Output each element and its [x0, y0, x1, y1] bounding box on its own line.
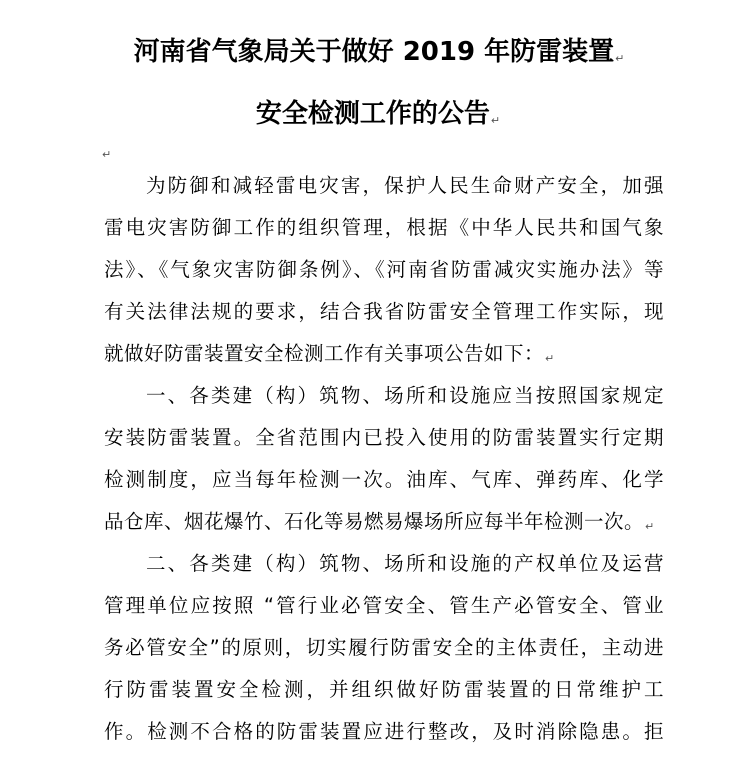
paragraph-mark-icon: ↵	[545, 352, 555, 365]
body-line-6: 一、各类建（构）筑物、场所和设施应当按照国家规定	[146, 384, 664, 407]
title-text-1: 河南省气象局关于做好 2019 年防雷装置	[133, 37, 615, 67]
body-line-9	[104, 508, 664, 541]
paragraph-mark-icon: ↵	[645, 520, 655, 533]
body-line-8: 检测制度，应当每年检测一次。油库、气库、弹药库、化学	[104, 468, 664, 491]
body-line-2: 雷电灾害防御工作的组织管理，根据《中华人民共和国气象	[104, 216, 664, 239]
paragraph-mark-icon: ↵	[490, 114, 501, 127]
body-line-1: 为防御和减轻雷电灾害，保护人民生命财产安全，加强	[146, 174, 664, 197]
body-line-10: 二、各类建（构）筑物、场所和设施的产权单位及运营	[146, 552, 664, 575]
body-line-3: 法》、《气象灾害防御条例》、《河南省防雷减灾实施办法》等	[104, 258, 664, 281]
body-line-9-text: 品仓库、烟花爆竹、石化等易燃易爆场所应每半年检测一次。	[104, 510, 645, 533]
body-line-4: 有关法律法规的要求，结合我省防雷安全管理工作实际，现	[104, 300, 664, 323]
document-title-line-1	[0, 32, 742, 79]
body-line-7: 安装防雷装置。全省范围内已投入使用的防雷装置实行定期	[104, 426, 664, 449]
document-title-line-2	[0, 94, 742, 141]
title-text-2: 安全检测工作的公告	[255, 99, 490, 129]
paragraph-mark-icon: ↵	[102, 148, 112, 161]
paragraph-mark-icon: ↵	[615, 52, 625, 65]
body-line-12: 务必管安全”的原则，切实履行防雷安全的主体责任，主动进	[104, 636, 664, 659]
body-line-14: 作。检测不合格的防雷装置应进行整改，及时消除隐患。拒	[104, 720, 664, 743]
body-line-13: 行防雷装置安全检测，并组织做好防雷装置的日常维护工	[104, 678, 664, 701]
body-line-11: 管理单位应按照 “管行业必管安全、管生产必管安全、管业	[104, 594, 664, 617]
body-line-5-text: 就做好防雷装置安全检测工作有关事项公告如下：	[104, 342, 545, 365]
body-line-5	[104, 340, 664, 373]
